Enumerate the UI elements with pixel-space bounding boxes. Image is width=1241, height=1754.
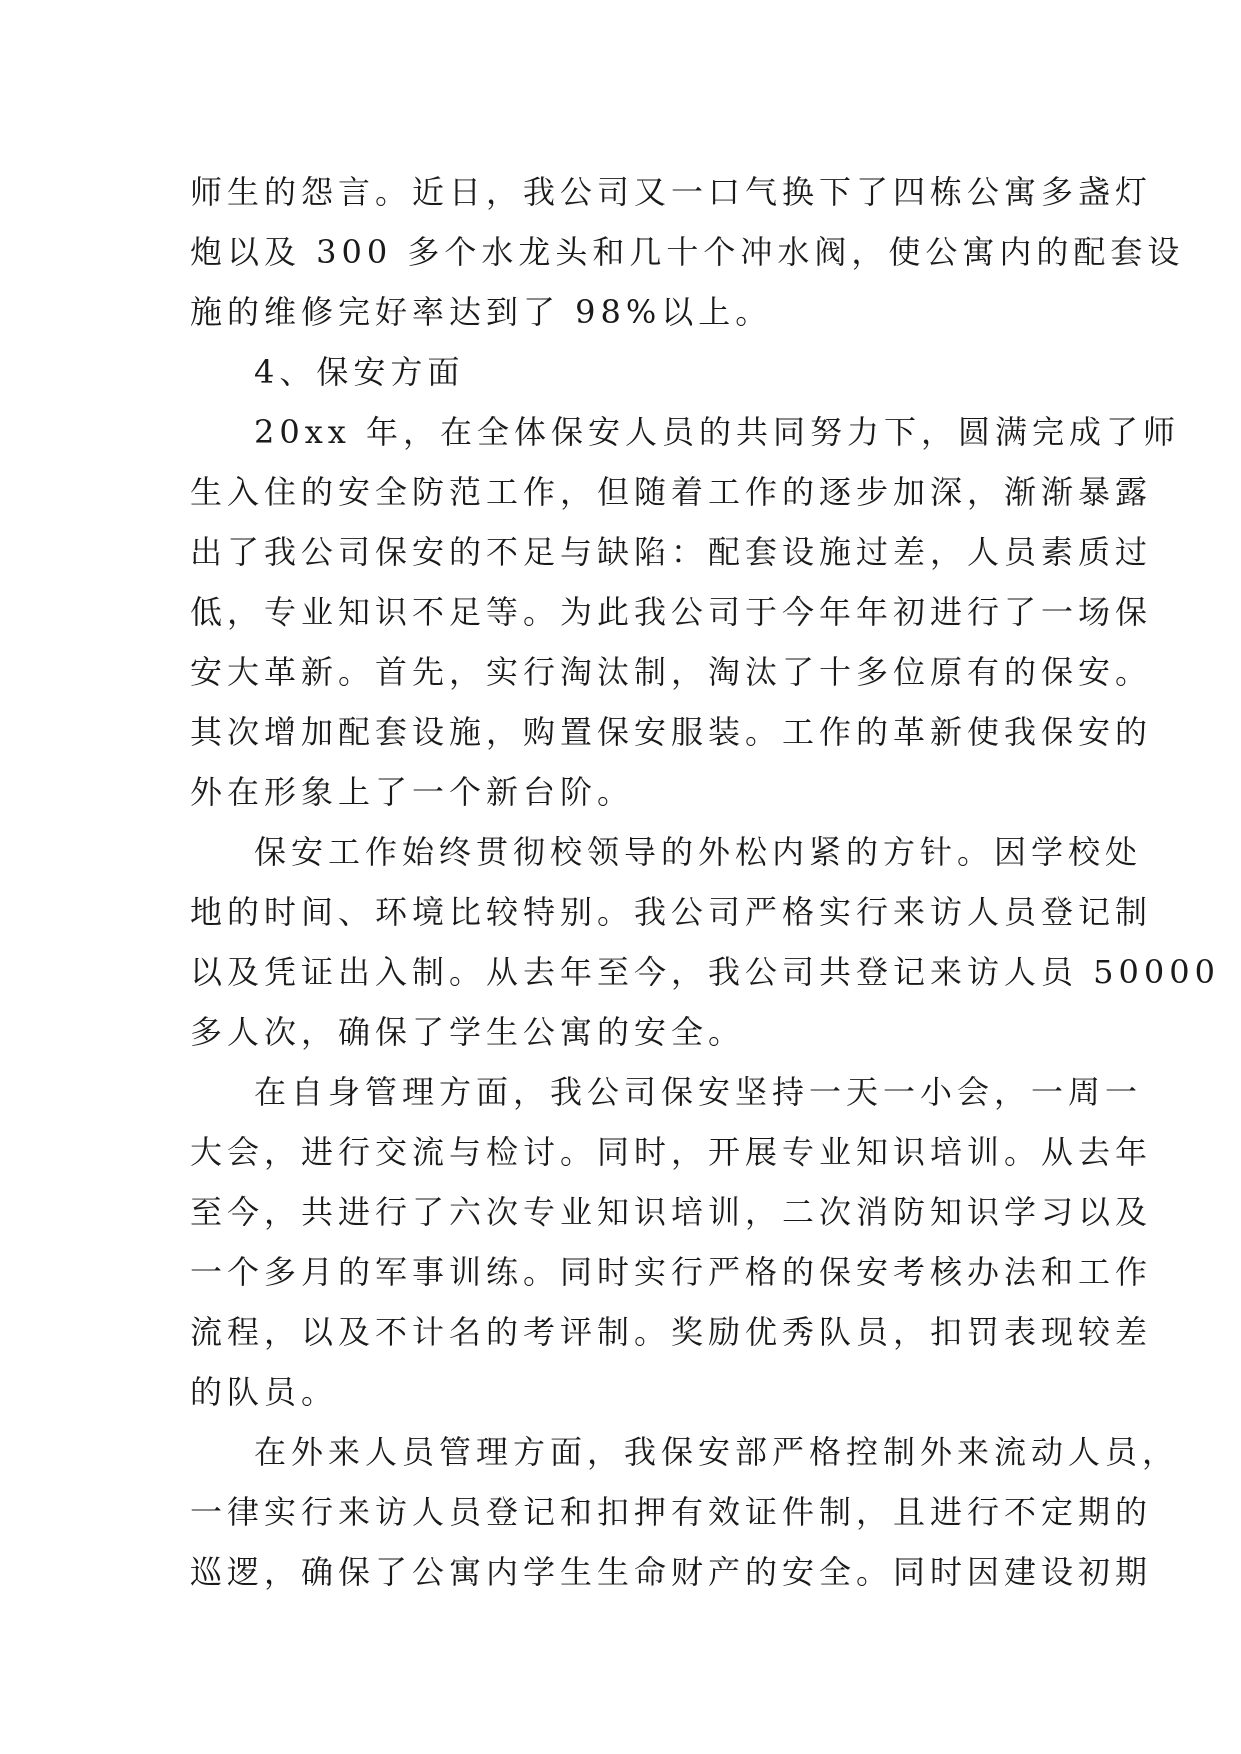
text-line: 大会，进行交流与检讨。同时，开展专业知识培训。从去年 (190, 1133, 1153, 1171)
text-line: 的队员。 (190, 1373, 339, 1411)
text-line: 在外来人员管理方面，我保安部严格控制外来流动人员， (254, 1433, 1180, 1471)
text-line: 保安工作始终贯彻校领导的外松内紧的方针。因学校处 (254, 833, 1143, 871)
text-line: 以及凭证出入制。从去年至今，我公司共登记来访人员 50000 (190, 953, 1220, 991)
text-line: 一个多月的军事训练。同时实行严格的保安考核办法和工作 (190, 1253, 1153, 1291)
text-line: 地的时间、环境比较特别。我公司严格实行来访人员登记制 (190, 893, 1153, 931)
text-line: 出了我公司保安的不足与缺陷：配套设施过差，人员素质过 (190, 533, 1153, 571)
text-line: 流程，以及不计名的考评制。奖励优秀队员，扣罚表现较差 (190, 1313, 1153, 1351)
text-line: 巡逻，确保了公寓内学生生命财产的安全。同时因建设初期 (190, 1553, 1153, 1591)
text-line: 一律实行来访人员登记和扣押有效证件制，且进行不定期的 (190, 1493, 1153, 1531)
text-line: 低，专业知识不足等。为此我公司于今年年初进行了一场保 (190, 593, 1153, 631)
text-line: 生入住的安全防范工作，但随着工作的逐步加深，渐渐暴露 (190, 473, 1153, 511)
text-line: 师生的怨言。近日，我公司又一口气换下了四栋公寓多盏灯 (190, 173, 1153, 211)
text-line: 外在形象上了一个新台阶。 (190, 773, 635, 811)
text-line: 安大革新。首先，实行淘汰制，淘汰了十多位原有的保安。 (190, 653, 1153, 691)
text-line: 多人次，确保了学生公寓的安全。 (190, 1013, 746, 1051)
document-body (190, 162, 1220, 1602)
text-line: 20xx 年，在全体保安人员的共同努力下，圆满完成了师 (254, 413, 1180, 451)
text-line: 施的维修完好率达到了 98%以上。 (190, 293, 773, 331)
text-line: 炮以及 300 多个水龙头和几十个冲水阀，使公寓内的配套设 (190, 233, 1185, 271)
text-line: 其次增加配套设施，购置保安服装。工作的革新使我保安的 (190, 713, 1153, 751)
section-heading: 4、保安方面 (254, 353, 465, 391)
text-line: 至今，共进行了六次专业知识培训，二次消防知识学习以及 (190, 1193, 1153, 1231)
text-line: 在自身管理方面，我公司保安坚持一天一小会，一周一 (254, 1073, 1143, 1111)
